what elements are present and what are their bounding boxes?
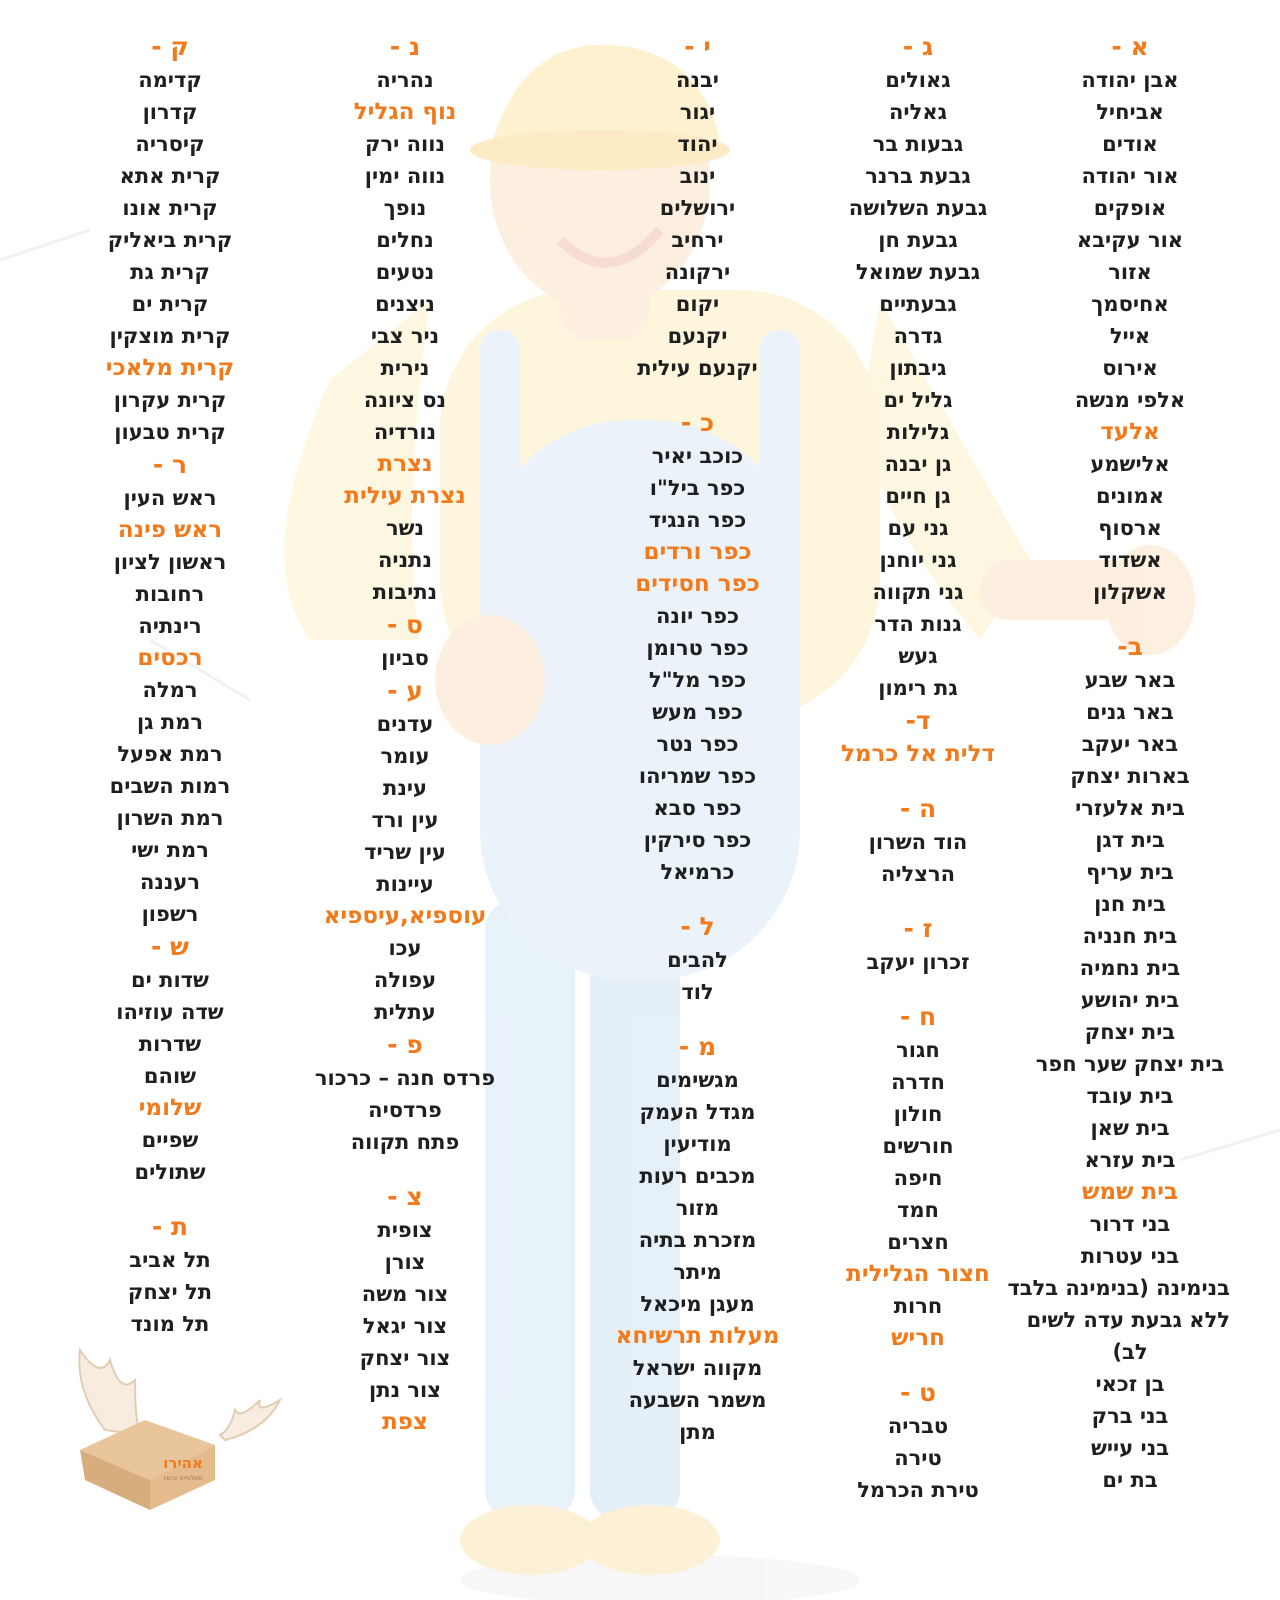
- city-item: אבן יהודה: [1081, 68, 1179, 92]
- city-item: חולון: [893, 1102, 943, 1126]
- city-item: אייל: [1109, 324, 1151, 348]
- city-item: בית שאן: [1090, 1116, 1170, 1140]
- city-item: נתניה: [378, 548, 432, 572]
- city-item: אביחיל: [1096, 100, 1164, 124]
- city-item: הרצליה: [880, 862, 956, 886]
- city-item: רשפון: [141, 902, 199, 926]
- city-item: ראש פינה: [117, 517, 223, 543]
- city-item: צפת: [382, 1409, 428, 1435]
- city-item: רחובות: [135, 582, 205, 606]
- city-item: גן יבנה: [884, 452, 952, 476]
- city-item: בני עטרות: [1080, 1244, 1180, 1268]
- city-item: אשדוד: [1098, 548, 1162, 572]
- city-item: נצרת עילית: [344, 483, 466, 509]
- city-item: מעלות תרשיחא: [615, 1323, 780, 1349]
- city-item: קרית ביאליק: [107, 228, 233, 252]
- city-item: עפולה: [373, 968, 437, 992]
- city-item: קרית עקרון: [113, 388, 227, 412]
- city-item: קרית מלאכי: [105, 355, 235, 381]
- city-item: רינתיה: [138, 614, 202, 638]
- city-item: נורדיה: [373, 420, 437, 444]
- city-item: נוף הגליל: [353, 99, 457, 125]
- city-item: כפר סירקין: [643, 828, 752, 852]
- city-item: להבים: [667, 948, 728, 972]
- city-item: לוד: [681, 980, 714, 1004]
- city-item: גלילות: [886, 420, 950, 444]
- city-item: זכרון יעקב: [866, 950, 970, 974]
- city-item: כפר חסידים: [635, 571, 760, 597]
- city-item: עומר: [380, 744, 430, 768]
- city-item: חרות: [893, 1294, 943, 1318]
- city-item: פתח תקווה: [350, 1130, 460, 1154]
- city-item: נצרת: [377, 451, 433, 477]
- city-item: נירית: [380, 356, 430, 380]
- city-item: נווה ירק: [365, 132, 445, 156]
- city-item: אחיסמך: [1091, 292, 1169, 316]
- city-item: מגשימים: [656, 1068, 739, 1092]
- city-item: עין ורד: [371, 808, 439, 832]
- city-item: כפר שמריהו: [638, 764, 757, 788]
- letter-header: ק -: [151, 32, 189, 61]
- city-item: גדרה: [893, 324, 943, 348]
- column-gimel-tet: [818, 30, 1018, 1506]
- letter-header: ט -: [899, 1378, 937, 1407]
- city-item: בני דרור: [1089, 1212, 1171, 1236]
- city-item: גנות הדר: [874, 612, 962, 636]
- city-item: שדות ים: [131, 968, 209, 992]
- city-item: עתלית: [374, 1000, 436, 1024]
- city-item: רמת גן: [136, 710, 204, 734]
- city-item: ניצנים: [375, 292, 435, 316]
- letter-header: ז -: [903, 914, 933, 943]
- city-item: מקווה ישראל: [632, 1356, 763, 1380]
- city-item: שדה עוזיהו: [116, 1000, 224, 1024]
- city-item: כפר מל"ל: [648, 668, 747, 692]
- city-item: עין שריד: [364, 840, 446, 864]
- city-item: גבעות בר: [872, 132, 964, 156]
- city-item: אור עקיבא: [1076, 228, 1184, 252]
- city-item: אירוס: [1102, 356, 1158, 380]
- column-nun-tsadi: [300, 30, 510, 1438]
- city-item: פרדסיה: [368, 1098, 442, 1122]
- city-item: עדנים: [376, 712, 434, 736]
- city-item: צור יצחק: [359, 1346, 451, 1370]
- city-item: נשר: [385, 516, 425, 540]
- city-item: צור יגאל: [362, 1314, 448, 1338]
- city-item: גאליה: [889, 100, 947, 124]
- city-item: יבנה: [676, 68, 719, 92]
- city-item: מכבים רעות: [639, 1164, 756, 1188]
- city-item: מגדל העמק: [639, 1100, 756, 1124]
- spacer: [300, 1158, 510, 1180]
- city-item: בית שמש: [1081, 1179, 1179, 1205]
- city-item: שתולים: [134, 1160, 206, 1184]
- city-item: באר גנים: [1086, 700, 1174, 724]
- column-yod-mem: [585, 30, 810, 1448]
- letter-header: כ -: [680, 408, 715, 437]
- letter-header: ת -: [151, 1212, 189, 1241]
- city-item: קדרון: [142, 100, 198, 124]
- city-item: מעגן מיכאל: [640, 1292, 755, 1316]
- letter-header: מ -: [678, 1032, 717, 1061]
- city-item: גבעת ברנר: [865, 164, 971, 188]
- city-item: חצור הגלילית: [846, 1261, 990, 1287]
- city-item: צור נתן: [369, 1378, 441, 1402]
- city-item: צורן: [384, 1250, 426, 1274]
- spacer: [80, 1188, 260, 1210]
- city-item: גיבתון: [889, 356, 947, 380]
- letter-header: ב-: [1117, 632, 1143, 661]
- city-item: יגור: [679, 100, 716, 124]
- city-item: חורשים: [882, 1134, 954, 1158]
- city-item: בת ים: [1102, 1468, 1158, 1492]
- city-item: כפר ורדים: [643, 539, 752, 565]
- city-item: יקנעם: [667, 324, 728, 348]
- city-item: נטעים: [375, 260, 435, 284]
- city-item: כפר יונה: [656, 604, 739, 628]
- city-item: נחלים: [376, 228, 434, 252]
- city-item: אמונים: [1095, 484, 1164, 508]
- letter-header: ג -: [902, 32, 934, 61]
- city-item: דלית אל כרמל: [840, 741, 996, 767]
- city-item: כפר הנגיד: [648, 508, 747, 532]
- city-item: שדרות: [138, 1032, 202, 1056]
- city-item: בנימינה (בנימינה בלבד: [1007, 1276, 1230, 1300]
- city-item: צור משה: [361, 1282, 449, 1306]
- city-item: אשקלון: [1093, 580, 1167, 604]
- city-item: חיפה: [893, 1166, 943, 1190]
- spacer: [1030, 608, 1230, 630]
- city-item: נס ציונה: [363, 388, 447, 412]
- city-item: קרית אונו: [122, 196, 218, 220]
- city-item: בית חנן: [1094, 892, 1166, 916]
- city-item: בית דגן: [1095, 828, 1165, 852]
- city-item: קרית מוצקין: [109, 324, 231, 348]
- city-item: יקום: [675, 292, 720, 316]
- city-item: רמת ישי: [131, 838, 209, 862]
- city-item: רמלה: [142, 678, 198, 702]
- letter-header: נ -: [389, 32, 421, 61]
- city-item: כפר ביל"ו: [649, 476, 746, 500]
- city-item: אופקים: [1093, 196, 1167, 220]
- city-item: אלעד: [1100, 419, 1160, 445]
- city-item: באר יעקב: [1081, 732, 1179, 756]
- letter-header: ע -: [387, 676, 423, 705]
- city-item: קרית אתא: [119, 164, 221, 188]
- spacer: [818, 770, 1018, 792]
- city-item: ירחיב: [671, 228, 724, 252]
- city-item: בית נחמיה: [1079, 956, 1181, 980]
- city-item: מודיעין: [663, 1132, 732, 1156]
- city-item: בית עריף: [1086, 860, 1174, 884]
- city-item: אזור: [1108, 260, 1152, 284]
- city-item: קרית ים: [131, 292, 209, 316]
- city-item: גן חיים: [885, 484, 951, 508]
- column-kuf-tav: [80, 30, 260, 1340]
- city-item: חגור: [896, 1038, 940, 1062]
- city-item: ראש העין: [123, 486, 217, 510]
- city-item: נופך: [383, 196, 427, 220]
- city-item: גליל ים: [883, 388, 953, 412]
- city-item: יהוד: [677, 132, 718, 156]
- city-item: כפר סבא: [653, 796, 742, 820]
- city-item: גת רימון: [878, 676, 958, 700]
- letter-header: ש -: [150, 932, 190, 961]
- city-item: טבריה: [887, 1414, 949, 1438]
- city-item: גבעתיים: [879, 292, 957, 316]
- letter-header: פ -: [387, 1030, 423, 1059]
- city-item: קרית גת: [130, 260, 210, 284]
- city-item: עיינות: [376, 872, 434, 896]
- city-item: צופית: [377, 1218, 433, 1242]
- logo-brand: אהירו: [163, 1454, 203, 1472]
- city-item: גבעת חן: [878, 228, 958, 252]
- city-item: חמד: [897, 1198, 939, 1222]
- city-item: בית עזרא: [1084, 1148, 1176, 1172]
- city-item: ראשון לציון: [113, 550, 227, 574]
- letter-header: י -: [684, 32, 711, 61]
- city-item: נהריה: [376, 68, 434, 92]
- letter-header: ח -: [899, 1002, 937, 1031]
- city-item: עכו: [388, 936, 422, 960]
- city-item: רעננה: [139, 870, 201, 894]
- logo-tagline: משלוחים עכשיו: [163, 1475, 203, 1482]
- city-item: בית יהושע: [1080, 988, 1180, 1012]
- letter-header: ה -: [899, 794, 937, 823]
- spacer: [818, 890, 1018, 912]
- city-item: גבעת השלושה: [848, 196, 988, 220]
- city-item: תל מונד: [130, 1312, 210, 1336]
- city-item: גני יוחנן: [879, 548, 957, 572]
- city-item: קיסריה: [135, 132, 205, 156]
- column-alef-bet: [1007, 30, 1230, 1496]
- city-item: בית חנניה: [1082, 924, 1178, 948]
- city-item: טירה: [894, 1446, 942, 1470]
- city-item: מזכרת בתיה: [638, 1228, 757, 1252]
- winged-box-logo: [65, 1340, 285, 1520]
- letter-header: ס -: [386, 610, 424, 639]
- city-item: רמת אפעל: [117, 742, 223, 766]
- city-item: רמות השבים: [109, 774, 231, 798]
- letter-header: ר -: [152, 450, 188, 479]
- city-item: טירת הכרמל: [857, 1478, 979, 1502]
- city-item: שוהם: [143, 1064, 197, 1088]
- city-item: בארות יצחק: [1070, 764, 1190, 788]
- city-item: אלישמע: [1090, 452, 1170, 476]
- city-item: הוד השרון: [868, 830, 968, 854]
- spacer: [818, 978, 1018, 1000]
- city-item: תל אביב: [129, 1248, 211, 1272]
- city-item: אלפי מנשה: [1074, 388, 1186, 412]
- city-item: כפר נטר: [656, 732, 739, 756]
- letter-header: צ -: [387, 1182, 423, 1211]
- city-item: בית עובד: [1086, 1084, 1174, 1108]
- city-item: משמר השבעה: [628, 1388, 767, 1412]
- city-item: באר שבע: [1084, 668, 1176, 692]
- city-item: ארסוף: [1098, 516, 1162, 540]
- city-item: ניר צבי: [370, 324, 440, 348]
- city-item: אור יהודה: [1081, 164, 1179, 188]
- city-item: מתן: [679, 1420, 716, 1444]
- spacer: [585, 1008, 810, 1030]
- wing-icon: [79, 1350, 280, 1440]
- city-item: בית יצחק: [1084, 1020, 1176, 1044]
- city-item: יקנעם עילית: [637, 356, 758, 380]
- city-item: קדימה: [138, 68, 202, 92]
- city-item: גבעת שמואל: [855, 260, 981, 284]
- city-item: כוכב יאיר: [651, 444, 744, 468]
- city-item: שלומי: [138, 1095, 202, 1121]
- city-item: ינוב: [679, 164, 716, 188]
- city-item: פרדס חנה – כרכור: [314, 1066, 496, 1090]
- city-item: תל יצחק: [127, 1280, 213, 1304]
- city-item: סביון: [381, 646, 429, 670]
- spacer: [585, 888, 810, 910]
- city-item: גני תקווה: [872, 580, 964, 604]
- city-item: גני עם: [887, 516, 949, 540]
- city-item: נתיבות: [372, 580, 438, 604]
- city-item: כרמיאל: [660, 860, 735, 884]
- city-item: געש: [898, 644, 938, 668]
- spacer: [585, 384, 810, 406]
- spacer: [818, 1354, 1018, 1376]
- city-item: ירקונה: [664, 260, 731, 284]
- city-item: שפיים: [141, 1128, 199, 1152]
- city-item: רכסים: [137, 645, 203, 671]
- city-item: כפר מעש: [652, 700, 743, 724]
- city-item: קרית טבעון: [114, 420, 226, 444]
- city-item: בן זכאי: [1095, 1372, 1165, 1396]
- city-item: רמת השרון: [116, 806, 224, 830]
- city-item: חריש: [891, 1325, 945, 1351]
- city-item: ירושלים: [659, 196, 736, 220]
- city-item: בית יצחק שער חפר: [1035, 1052, 1225, 1076]
- city-item: בית אלעזרי: [1075, 796, 1185, 820]
- city-item: גאולים: [885, 68, 951, 92]
- city-item: בני עייש: [1090, 1436, 1170, 1460]
- city-item: נווה ימין: [364, 164, 446, 188]
- city-item: עינת: [382, 776, 428, 800]
- letter-header: ד-: [905, 706, 931, 735]
- letter-header: א -: [1111, 32, 1149, 61]
- city-item: אודים: [1102, 132, 1158, 156]
- city-item: מזור: [675, 1196, 720, 1220]
- city-item: ללא גבעת עדה לשים: [1026, 1308, 1230, 1332]
- city-item: חצרים: [887, 1230, 949, 1254]
- city-item: עוספיא,עיספיא: [323, 903, 487, 929]
- city-item: מיתר: [673, 1260, 722, 1284]
- city-item: לב): [1112, 1340, 1148, 1364]
- letter-header: ל -: [680, 912, 715, 941]
- city-item: כפר טרומן: [646, 636, 749, 660]
- city-item: חדרה: [891, 1070, 945, 1094]
- city-item: בני ברק: [1091, 1404, 1169, 1428]
